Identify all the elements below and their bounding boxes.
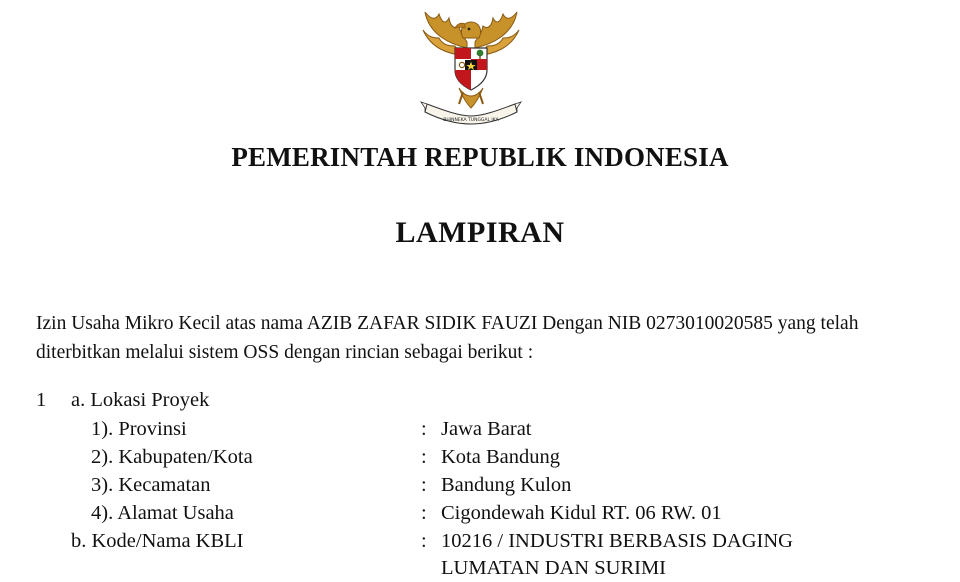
field-colon: :	[421, 474, 427, 496]
field-value-kbli-line-1: 10216 / INDUSTRI BERBASIS DAGING	[441, 530, 793, 552]
field-value-kabupaten-kota: Kota Bandung	[441, 446, 560, 468]
document-title: LAMPIRAN	[395, 216, 565, 249]
field-colon: :	[421, 502, 427, 524]
field-colon: :	[421, 446, 427, 468]
government-heading: PEMERINTAH REPUBLIK INDONESIA	[231, 142, 729, 172]
intro-line-2: diterbitkan melalui sistem OSS dengan rincian sebagai berikut :	[36, 342, 534, 363]
section-b-label: b. Kode/Nama KBLI	[71, 530, 244, 552]
field-value-provinsi: Jawa Barat	[441, 418, 532, 440]
emblem-motto-text: BHINNEKA TUNGGAL IKA	[443, 118, 499, 123]
intro-line-1: Izin Usaha Mikro Kecil atas nama AZIB ZAFAR SIDIK FAUZI Dengan NIB 0273010020585 yang telah	[36, 313, 859, 334]
intro-paragraph	[36, 309, 936, 367]
field-label-provinsi: 1). Provinsi	[91, 418, 187, 440]
field-colon: :	[421, 418, 427, 440]
section-a-label: a. Lokasi Proyek	[71, 389, 210, 411]
field-value-kbli-line-2: LUMATAN DAN SURIMI	[441, 557, 666, 579]
field-label-kecamatan: 3). Kecamatan	[91, 474, 211, 496]
field-value-kecamatan: Bandung Kulon	[441, 474, 572, 496]
item-number: 1	[36, 389, 47, 411]
garuda-pancasila-emblem-icon	[419, 8, 523, 128]
field-label-kabupaten-kota: 2). Kabupaten/Kota	[91, 446, 253, 468]
field-label-alamat-usaha: 4). Alamat Usaha	[91, 502, 234, 524]
field-colon: :	[421, 530, 427, 552]
field-value-alamat-usaha: Cigondewah Kidul RT. 06 RW. 01	[441, 502, 722, 524]
